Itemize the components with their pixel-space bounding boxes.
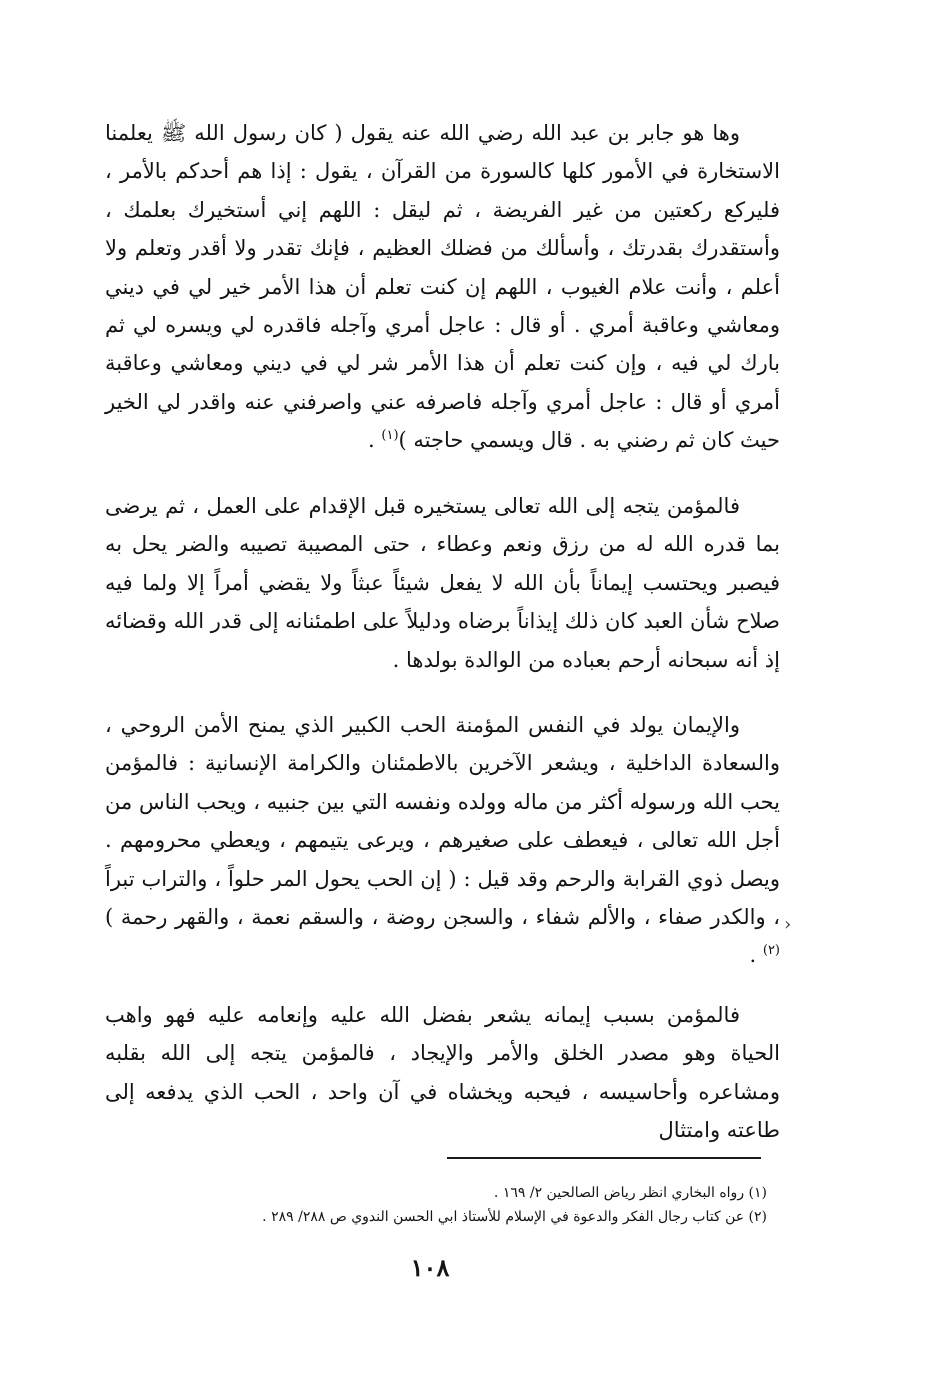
paragraph-text: وها هو جابر بن عبد الله رضي الله عنه يقول ( كان رسول الله ﷺ يعلمنا الاستخارة في الأمور كلها كالسورة من القرآن ، يقول : إذا هم أحدكم بالأمر ، فليركع ركعتين من غير الفريضة ، ثم ليقل : اللهم إني أستخيرك بعلمك ، وأستقدرك بقدرتك ، وأسألك من فضلك العظيم ، فإنك تقدر ولا أقدر وتعلم ولا أعلم ، وأنت علام الغيوب ، اللهم إن كنت تعلم أن هذا الأمر خير لي في ديني ومعاشي وعاقبة أمري . أو قال : عاجل أمري وآجله فاقدره لي ويسره لي ثم بارك لي فيه ، وإن كنت تعلم أن هذا الأمر شر لي في ديني ومعاشي وعاقبة أمري أو قال : عاجل أمري وآجله فاصرفه عني واصرفني عنه واقدر لي الخير حيث كان ثم رضني به . قال ويسمي حاجته ) xyxy=(105,121,780,453)
footnote-ref-1: (١) xyxy=(381,428,399,444)
paragraph-tail: . xyxy=(368,428,382,453)
paragraph-faith-love xyxy=(105,706,780,975)
footnote-2: (٢) عن كتاب رجال الفكر والدعوة في الإسلام للأستاذ ابي الحسن الندوي ص ٢٨٨/ ٢٨٩ . xyxy=(262,1209,767,1225)
footnotes xyxy=(147,1181,767,1229)
paragraph-text: والإيمان يولد في النفس المؤمنة الحب الكبير الذي يمنح الأمن الروحي ، والسعادة الداخلية ، ويشعر الآخرين بالاطمئنان والكرامة الإنسانية : فالمؤمن يحب الله ورسوله أكثر من ماله وولده ونفسه التي بين جنبيه ، ويحب الناس من أجل الله تعالى ، فيعطف على صغيرهم ، ويرعى يتيمهم ، ويعطي محرومهم . ويصل ذوي القرابة والرحم وقد قيل : ( إن الحب يحول المر حلواً ، والتراب تبراً ، والكدر صفاء ، والألم شفاء ، والسجن روضة ، والسقم نعمة ، والقهر رحمة ) xyxy=(105,713,780,930)
margin-mark: › xyxy=(784,914,792,935)
paragraph-text: فالمؤمن بسبب إيمانه يشعر بفضل الله عليه وإنعامه عليه فهو واهب الحياة وهو مصدر الخلق والأمر والإيجاد ، فالمؤمن يتجه إلى الله بقلبه ومشاعره وأحاسيسه ، فيحبه ويخشاه في آن واحد ، الحب الذي يدفعه إلى طاعته وامتثال xyxy=(105,1003,780,1143)
paragraph-tail: . xyxy=(749,943,763,968)
page-number: ١٠٨ xyxy=(410,1253,450,1282)
paragraph-believer-gratitude xyxy=(105,996,780,1150)
paragraph-believer-contentment xyxy=(105,487,780,679)
paragraph-text: فالمؤمن يتجه إلى الله تعالى يستخيره قبل الإقدام على العمل ، ثم يرضى بما قدره الله له من رزق ونعم وعطاء ، حتى المصيبة تصيبه والضر يحل به فيصبر ويحتسب إيماناً بأن الله لا يفعل شيئاً عبثاً ولا يقضي أمراً إلا ولما فيه صلاح شأن العبد كان ذلك إيذاناً برضاه ودليلاً على اطمئنانه إلى قدر الله وقضائه إذ أنه سبحانه أرحم بعباده من الوالدة بولدها . xyxy=(105,494,780,672)
footnote-ref-2: (٢) xyxy=(762,943,780,959)
footnote-1: (١) رواه البخاري انظر رياض الصالحين ٢/ ١٦٩ . xyxy=(493,1185,767,1201)
paragraph-istikhara-hadith xyxy=(105,114,780,460)
footnote-separator xyxy=(447,1157,761,1159)
